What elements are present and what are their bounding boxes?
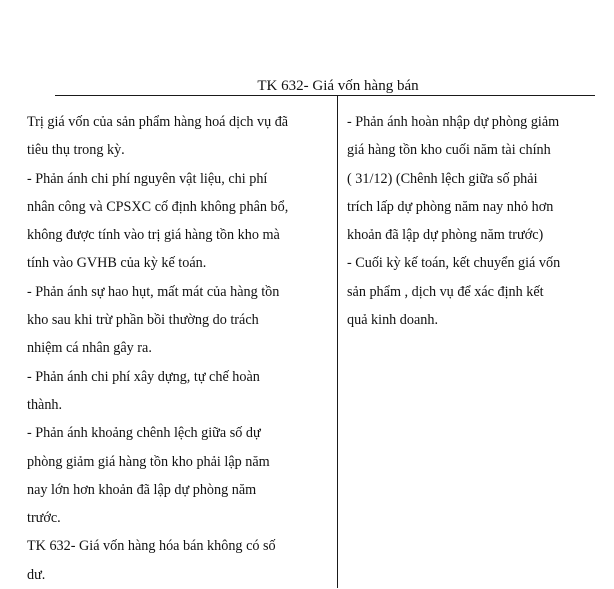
debit-line: nhân công và CPSXC cố định không phân bổ,	[27, 198, 289, 215]
balance-note: TK 632- Giá vốn hàng hóa bán không có số	[27, 538, 276, 555]
credit-line: quả kinh doanh.	[347, 312, 439, 329]
debit-line: - Phản ánh sự hao hụt, mất mát của hàng tồn	[27, 283, 280, 300]
credit-line: ( 31/12) (Chênh lệch giữa số phải	[347, 170, 538, 187]
credit-side-column	[347, 108, 609, 334]
balance-note: dư.	[27, 566, 46, 583]
debit-line: - Phản ánh chi phí xây dựng, tự chế hoàn	[27, 368, 260, 385]
debit-line: kho sau khi trừ phần bồi thường do trách	[27, 312, 259, 329]
credit-line: - Phản ánh hoàn nhập dự phòng giảm	[347, 114, 560, 130]
debit-line: - Phản ánh khoảng chênh lệch giữa số dự	[27, 425, 261, 442]
credit-line: khoản đã lập dự phòng năm trước)	[347, 227, 544, 244]
debit-line: nay lớn hơn khoản đã lập dự phòng năm	[27, 481, 257, 498]
debit-line: thành.	[27, 396, 63, 413]
credit-line: sản phẩm , dịch vụ để xác định kết	[347, 283, 544, 300]
debit-side-column	[27, 108, 333, 589]
debit-line: - Phản ánh chi phí nguyên vật liệu, chi phí	[27, 170, 268, 187]
credit-line: trích lấp dự phòng năm nay nhỏ hơn	[347, 198, 554, 215]
debit-line: Trị giá vốn của sản phẩm hàng hoá dịch vụ đã	[27, 114, 289, 130]
t-account-horizontal-rule	[55, 95, 595, 96]
debit-line: trước.	[27, 510, 61, 527]
credit-line: giá hàng tồn kho cuối năm tài chính	[347, 142, 551, 159]
debit-line: nhiệm cá nhân gây ra.	[27, 340, 152, 357]
debit-line: tính vào GVHB của kỳ kế toán.	[27, 255, 207, 272]
debit-line: tiêu thụ trong kỳ.	[27, 142, 125, 159]
account-title: TK 632- Giá vốn hàng bán	[257, 78, 419, 94]
t-account-vertical-rule	[337, 95, 338, 588]
debit-line: phòng giảm giá hàng tồn kho phải lập năm	[27, 453, 270, 470]
debit-line: không được tính vào trị giá hàng tồn kho mà	[27, 227, 280, 244]
credit-line: - Cuối kỳ kế toán, kết chuyển giá vốn	[347, 255, 561, 272]
